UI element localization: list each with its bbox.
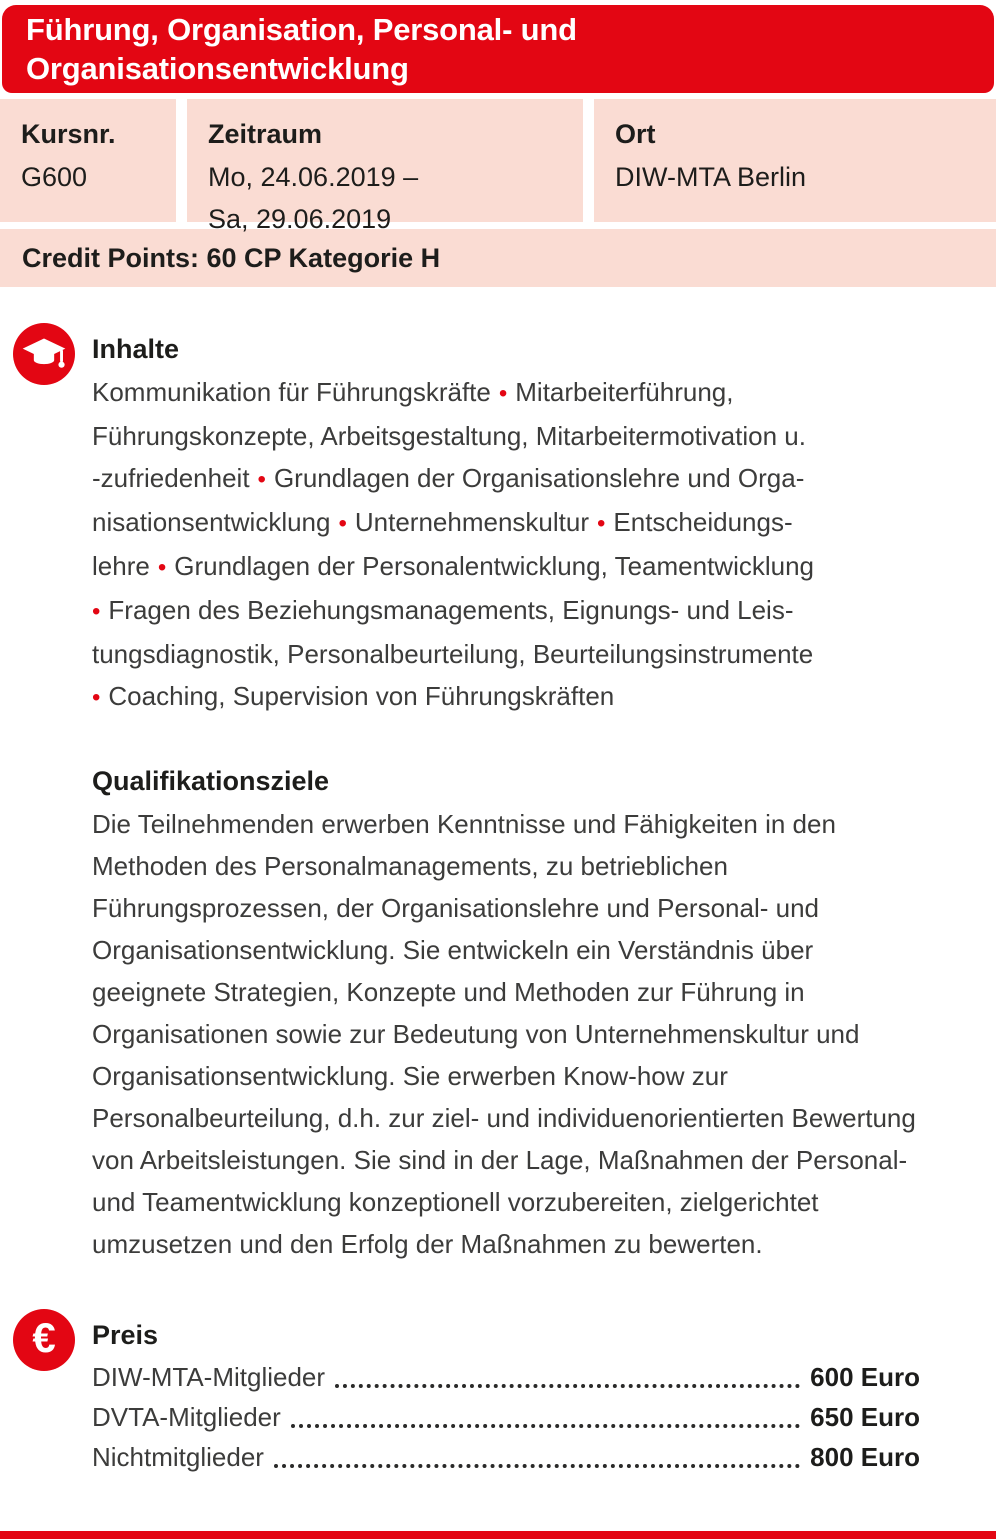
inhalte-text-line: • Fragen des Beziehungsmanagements, Eignungs- und Leis- <box>92 595 794 625</box>
ort-value: DIW-MTA Berlin <box>615 162 807 192</box>
zeitraum-value-line1: Mo, 24.06.2019 – <box>208 162 419 192</box>
graduation-cap-icon <box>13 323 75 385</box>
course-info-row <box>0 99 996 234</box>
dotted-leader <box>274 1464 800 1468</box>
inhalte-text-line: -zufriedenheit • Grundlagen der Organisationslehre und Orga- <box>92 463 805 493</box>
inhalte-lines <box>92 371 934 719</box>
price-value: 600 Euro <box>810 1362 920 1392</box>
price-label: Nichtmitglieder <box>92 1442 264 1472</box>
price-label: DIW-MTA-Mitglieder <box>92 1362 326 1392</box>
inhalte-text-line: • Coaching, Supervision von Führungskräften <box>92 681 615 711</box>
course-title: Führung, Organisation, Personal- und Organisationsentwicklung <box>26 12 577 86</box>
qualifikationsziele-heading: Qualifikationsziele <box>92 766 330 796</box>
inhalte-text-line: nisationsentwicklung • Unternehmenskultur • Entscheidungs- <box>92 507 793 537</box>
red-bullet: • <box>257 466 266 493</box>
dotted-leader <box>335 1384 800 1388</box>
red-bullet: • <box>597 510 606 537</box>
inhalte-text-line: Kommunikation für Führungskräfte • Mitarbeiterführung, <box>92 377 734 407</box>
inhalte-text-line: Führungskonzepte, Arbeitsgestaltung, Mitarbeitermotivation u. <box>92 421 806 451</box>
inhalte-text-line: lehre • Grundlagen der Personalentwicklung, Teamentwicklung <box>92 551 815 581</box>
kursnr-label: Kursnr. <box>21 119 116 149</box>
red-bullet: • <box>338 510 347 537</box>
price-row <box>92 1357 920 1397</box>
red-bullet: • <box>157 554 167 581</box>
info-box-zeitraum <box>187 99 583 234</box>
qualifikationsziele-text: Die Teilnehmenden erwerben Kenntnisse und Fähigkeiten in den Methoden des Personalmanagements, zu betrieblichen Führungsprozessen, der Organisationslehre und Personal- und Organisationsentwicklung. Sie entwickeln ein Verständnis über geeignete Strategien, Konzepte und Methoden zur Führung in Organisationen sowie zur Bedeutung von Unternehmenskultur und Organisationsentwicklung. Sie erwerben Know-how zur Personalbeurteilung, d.h. zur ziel- und individuenorientierten Bewertung von Arbeitsleistungen. Sie sind in der Lage, Maßnahmen der Personal- und Teamentwicklung konzeptionell vorzubereiten, zielgerichtet umzusetzen und den Erfolg der Maßnahmen zu bewerten. <box>92 809 916 1259</box>
inhalte-text-line: tungsdiagnostik, Personalbeurteilung, Beurteilungsinstrumente <box>92 639 814 669</box>
price-row <box>92 1437 920 1477</box>
credit-points-bar: Credit Points: 60 CP Kategorie H <box>0 229 996 287</box>
dotted-leader <box>291 1424 800 1428</box>
euro-icon: € <box>13 1309 75 1371</box>
preis-heading: Preis <box>92 1320 159 1350</box>
price-value: 800 Euro <box>810 1442 920 1472</box>
section-qualifikationsziele <box>0 759 996 1265</box>
red-bullet: • <box>92 598 101 625</box>
inhalte-heading: Inhalte <box>92 334 180 364</box>
course-title-banner <box>2 5 994 93</box>
red-bullet: • <box>498 380 508 407</box>
red-bullet: • <box>92 684 101 711</box>
price-list <box>92 1357 934 1477</box>
zeitraum-label: Zeitraum <box>208 119 323 149</box>
section-inhalte <box>0 327 996 719</box>
section-preis <box>0 1313 996 1477</box>
price-row <box>92 1397 920 1437</box>
footer-accent-bar <box>0 1531 996 1539</box>
price-label: DVTA-Mitglieder <box>92 1402 281 1432</box>
ort-label: Ort <box>615 119 656 149</box>
kursnr-value: G600 <box>21 162 88 192</box>
price-value: 650 Euro <box>810 1402 920 1432</box>
info-box-ort <box>594 99 996 222</box>
info-box-kursnr <box>0 99 176 222</box>
zeitraum-value-line2: Sa, 29.06.2019 <box>208 204 392 234</box>
